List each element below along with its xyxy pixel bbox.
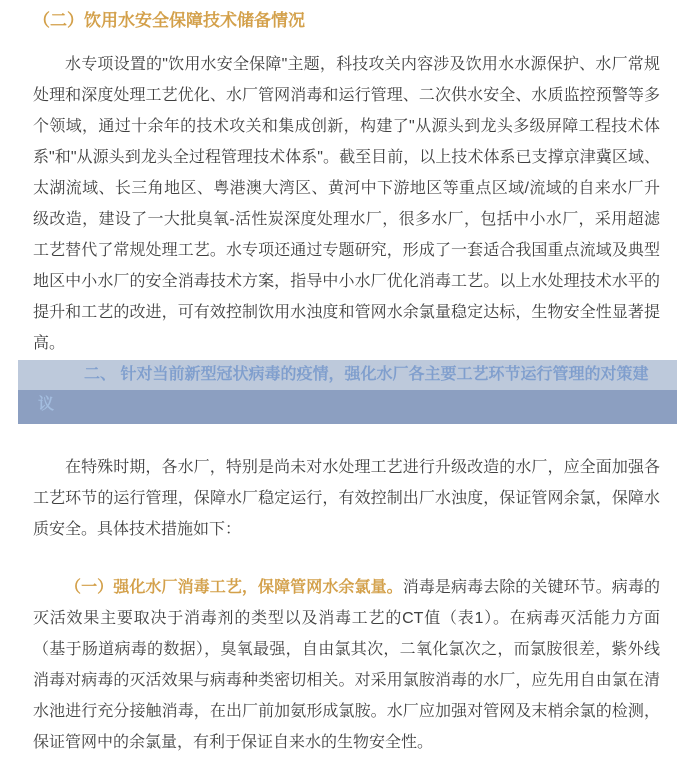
measure-1-inline-heading: （一）强化水厂消毒工艺，保障管网水余氯量。 bbox=[65, 579, 403, 596]
measure-1-body-text: 消毒是病毒去除的关键环节。病毒的灭活效果主要取决于消毒剂的类型以及消毒工艺的CT值（表1）。在病毒灭活能力方面（基于肠道病毒的数据），臭氧最强，自由氯其次，二氧化氯次之，而氯胺很差，紫外线消毒对病毒的灭活效果与病毒种类密切相关。对采用氯胺消毒的水厂，应先用自由氯在清水池进行充分接触消毒，在出厂前加氨形成氯胺。水厂应加强对管网及末梢余氯的检测，保证管网中的余氯量，有利于保证自来水的生物安全性。 bbox=[33, 579, 660, 751]
banner-heading-line-2: 议 bbox=[18, 390, 677, 424]
banner-heading-line-1: 二、 针对当前新型冠状病毒的疫情，强化水厂各主要工艺环节运行管理的对策建 bbox=[18, 360, 677, 390]
section-heading-tech-reserve: （二）饮用水安全保障技术储备情况 bbox=[33, 11, 305, 30]
section-banner-countermeasures bbox=[18, 360, 677, 424]
tech-reserve-paragraph: 水专项设置的"饮用水安全保障"主题，科技攻关内容涉及饮用水水源保护、水厂常规处理和深度处理工艺优化、水厂管网消毒和运行管理、二次供水安全、水质监控预警等多个领域，通过十余年的技术攻关和集成创新，构建了"从源头到龙头多级屏障工程技术体系"和"从源头到龙头全过程管理技术体系"。截至目前，以上技术体系已支撑京津冀区域、太湖流域、长三角地区、粤港澳大湾区、黄河中下游地区等重点区域/流域的自来水厂升级改造，建设了一大批臭氧-活性炭深度处理水厂，很多水厂，包括中小水厂，采用超滤工艺替代了常规处理工艺。水专项还通过专题研究，形成了一套适合我国重点流域及典型地区中小水厂的安全消毒技术方案，指导中小水厂优化消毒工艺。以上水处理技术水平的提升和工艺的改进，可有效控制饮用水浊度和管网水余氯量稳定达标，生物安全性显著提高。 bbox=[33, 56, 660, 352]
measures-intro-paragraph: 在特殊时期，各水厂，特别是尚未对水处理工艺进行升级改造的水厂，应全面加强各工艺环节的运行管理，保障水厂稳定运行，有效控制出厂水浊度，保证管网余氯，保障水质安全。具体技术措施如下： bbox=[33, 459, 660, 538]
measure-item-1-paragraph bbox=[33, 572, 660, 758]
